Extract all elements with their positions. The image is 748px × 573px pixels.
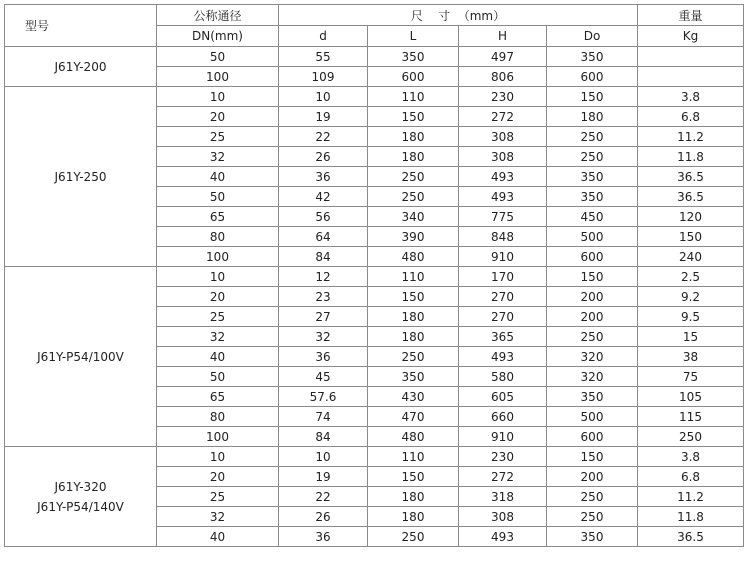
- h-cell: 806: [459, 67, 547, 87]
- weight-cell: 38: [638, 347, 744, 367]
- d-cell: 22: [279, 127, 368, 147]
- l-cell: 350: [368, 47, 459, 67]
- l-cell: 430: [368, 387, 459, 407]
- weight-cell: 9.2: [638, 287, 744, 307]
- d-cell: 57.6: [279, 387, 368, 407]
- dn-cell: 32: [157, 327, 279, 347]
- weight-cell: 9.5: [638, 307, 744, 327]
- dn-cell: 50: [157, 367, 279, 387]
- do-cell: 350: [547, 527, 638, 547]
- weight-cell: 240: [638, 247, 744, 267]
- table-body: [5, 47, 744, 547]
- weight-cell: 2.5: [638, 267, 744, 287]
- h-cell: 308: [459, 127, 547, 147]
- dn-cell: 32: [157, 507, 279, 527]
- do-cell: 500: [547, 407, 638, 427]
- do-cell: 250: [547, 327, 638, 347]
- d-cell: 19: [279, 467, 368, 487]
- dn-cell: 10: [157, 267, 279, 287]
- header-row-1: [5, 5, 744, 26]
- d-cell: 84: [279, 247, 368, 267]
- h-cell: 493: [459, 347, 547, 367]
- dn-cell: 50: [157, 47, 279, 67]
- l-cell: 480: [368, 247, 459, 267]
- do-cell: 350: [547, 387, 638, 407]
- weight-cell: 75: [638, 367, 744, 387]
- weight-cell: 36.5: [638, 187, 744, 207]
- do-cell: 200: [547, 307, 638, 327]
- model-name: J61Y-200: [54, 59, 107, 74]
- dn-cell: 20: [157, 467, 279, 487]
- model-name: J61Y-320: [54, 479, 107, 494]
- l-cell: 600: [368, 67, 459, 87]
- d-cell: 26: [279, 507, 368, 527]
- do-cell: 200: [547, 467, 638, 487]
- do-cell: 320: [547, 367, 638, 387]
- dn-cell: 25: [157, 307, 279, 327]
- do-header: Do: [547, 26, 638, 47]
- do-cell: 320: [547, 347, 638, 367]
- do-cell: 500: [547, 227, 638, 247]
- h-cell: 272: [459, 107, 547, 127]
- model-cell: [5, 267, 157, 447]
- dn-cell: 65: [157, 207, 279, 227]
- l-cell: 150: [368, 287, 459, 307]
- do-cell: 450: [547, 207, 638, 227]
- do-cell: 180: [547, 107, 638, 127]
- l-cell: 180: [368, 327, 459, 347]
- h-cell: 230: [459, 87, 547, 107]
- l-cell: 180: [368, 507, 459, 527]
- weight-cell: 11.2: [638, 127, 744, 147]
- dn-cell: 65: [157, 387, 279, 407]
- h-cell: 848: [459, 227, 547, 247]
- h-cell: 775: [459, 207, 547, 227]
- h-cell: 270: [459, 287, 547, 307]
- l-cell: 150: [368, 107, 459, 127]
- model-cell: [5, 47, 157, 87]
- l-cell: 180: [368, 147, 459, 167]
- dn-header-line2: DN(mm): [157, 26, 279, 47]
- h-cell: 580: [459, 367, 547, 387]
- weight-header-line1: 重量: [638, 5, 744, 26]
- d-cell: 27: [279, 307, 368, 327]
- dn-cell: 50: [157, 187, 279, 207]
- weight-cell: [638, 47, 744, 67]
- l-cell: 350: [368, 367, 459, 387]
- weight-header-line2: Kg: [638, 26, 744, 47]
- model-cell: [5, 447, 157, 547]
- l-cell: 180: [368, 307, 459, 327]
- dn-cell: 100: [157, 67, 279, 87]
- h-cell: 308: [459, 147, 547, 167]
- dn-cell: 32: [157, 147, 279, 167]
- d-cell: 36: [279, 167, 368, 187]
- dn-cell: 25: [157, 487, 279, 507]
- d-cell: 23: [279, 287, 368, 307]
- h-cell: 365: [459, 327, 547, 347]
- l-header: L: [368, 26, 459, 47]
- d-cell: 32: [279, 327, 368, 347]
- weight-cell: 115: [638, 407, 744, 427]
- dn-cell: 10: [157, 447, 279, 467]
- h-cell: 272: [459, 467, 547, 487]
- l-cell: 480: [368, 427, 459, 447]
- d-cell: 36: [279, 527, 368, 547]
- do-cell: 350: [547, 187, 638, 207]
- h-cell: 308: [459, 507, 547, 527]
- weight-cell: 150: [638, 227, 744, 247]
- weight-cell: 6.8: [638, 467, 744, 487]
- weight-cell: 11.8: [638, 507, 744, 527]
- h-cell: 493: [459, 187, 547, 207]
- do-cell: 200: [547, 287, 638, 307]
- model-name: J61Y-P54/100V: [37, 349, 124, 364]
- dn-cell: 20: [157, 107, 279, 127]
- l-cell: 390: [368, 227, 459, 247]
- d-cell: 22: [279, 487, 368, 507]
- dn-cell: 40: [157, 167, 279, 187]
- table-row: [5, 267, 744, 287]
- dn-cell: 40: [157, 527, 279, 547]
- dn-cell: 100: [157, 247, 279, 267]
- l-cell: 180: [368, 487, 459, 507]
- do-cell: 150: [547, 267, 638, 287]
- weight-cell: 250: [638, 427, 744, 447]
- do-cell: 150: [547, 447, 638, 467]
- d-cell: 12: [279, 267, 368, 287]
- l-cell: 340: [368, 207, 459, 227]
- do-cell: 350: [547, 47, 638, 67]
- weight-cell: 11.2: [638, 487, 744, 507]
- l-cell: 110: [368, 447, 459, 467]
- d-cell: 19: [279, 107, 368, 127]
- l-cell: 250: [368, 187, 459, 207]
- weight-cell: 6.8: [638, 107, 744, 127]
- do-cell: 250: [547, 487, 638, 507]
- weight-cell: 15: [638, 327, 744, 347]
- weight-cell: 120: [638, 207, 744, 227]
- h-cell: 493: [459, 167, 547, 187]
- h-cell: 497: [459, 47, 547, 67]
- h-cell: 910: [459, 427, 547, 447]
- h-header: H: [459, 26, 547, 47]
- weight-cell: 3.8: [638, 447, 744, 467]
- h-cell: 170: [459, 267, 547, 287]
- valve-dimension-table: [4, 4, 744, 547]
- h-cell: 660: [459, 407, 547, 427]
- dn-cell: 10: [157, 87, 279, 107]
- do-cell: 600: [547, 427, 638, 447]
- dimensions-header: 尺 寸 （mm）: [279, 5, 638, 26]
- d-cell: 26: [279, 147, 368, 167]
- h-cell: 230: [459, 447, 547, 467]
- d-cell: 56: [279, 207, 368, 227]
- do-cell: 250: [547, 127, 638, 147]
- dn-cell: 80: [157, 227, 279, 247]
- weight-cell: 36.5: [638, 527, 744, 547]
- l-cell: 470: [368, 407, 459, 427]
- weight-cell: 11.8: [638, 147, 744, 167]
- dn-cell: 100: [157, 427, 279, 447]
- dn-header-line1: 公称通径: [157, 5, 279, 26]
- weight-cell: 3.8: [638, 87, 744, 107]
- model-header: 型号: [5, 5, 157, 47]
- dn-cell: 40: [157, 347, 279, 367]
- l-cell: 180: [368, 127, 459, 147]
- d-cell: 64: [279, 227, 368, 247]
- d-cell: 10: [279, 87, 368, 107]
- table-row: [5, 87, 744, 107]
- do-cell: 600: [547, 67, 638, 87]
- model-name: J61Y-250: [54, 169, 107, 184]
- do-cell: 250: [547, 507, 638, 527]
- d-cell: 74: [279, 407, 368, 427]
- do-cell: 350: [547, 167, 638, 187]
- h-cell: 270: [459, 307, 547, 327]
- weight-cell: 105: [638, 387, 744, 407]
- dn-cell: 80: [157, 407, 279, 427]
- d-cell: 45: [279, 367, 368, 387]
- l-cell: 110: [368, 87, 459, 107]
- weight-cell: 36.5: [638, 167, 744, 187]
- do-cell: 150: [547, 87, 638, 107]
- h-cell: 605: [459, 387, 547, 407]
- d-cell: 36: [279, 347, 368, 367]
- h-cell: 318: [459, 487, 547, 507]
- l-cell: 110: [368, 267, 459, 287]
- do-cell: 250: [547, 147, 638, 167]
- d-cell: 42: [279, 187, 368, 207]
- d-cell: 84: [279, 427, 368, 447]
- l-cell: 250: [368, 527, 459, 547]
- table-row: [5, 47, 744, 67]
- h-cell: 910: [459, 247, 547, 267]
- weight-cell: [638, 67, 744, 87]
- l-cell: 150: [368, 467, 459, 487]
- l-cell: 250: [368, 347, 459, 367]
- d-cell: 10: [279, 447, 368, 467]
- dn-cell: 20: [157, 287, 279, 307]
- d-cell: 55: [279, 47, 368, 67]
- d-cell: 109: [279, 67, 368, 87]
- d-header: d: [279, 26, 368, 47]
- table-row: [5, 447, 744, 467]
- model-name: J61Y-P54/140V: [37, 499, 124, 514]
- dn-cell: 25: [157, 127, 279, 147]
- model-cell: [5, 87, 157, 267]
- do-cell: 600: [547, 247, 638, 267]
- h-cell: 493: [459, 527, 547, 547]
- l-cell: 250: [368, 167, 459, 187]
